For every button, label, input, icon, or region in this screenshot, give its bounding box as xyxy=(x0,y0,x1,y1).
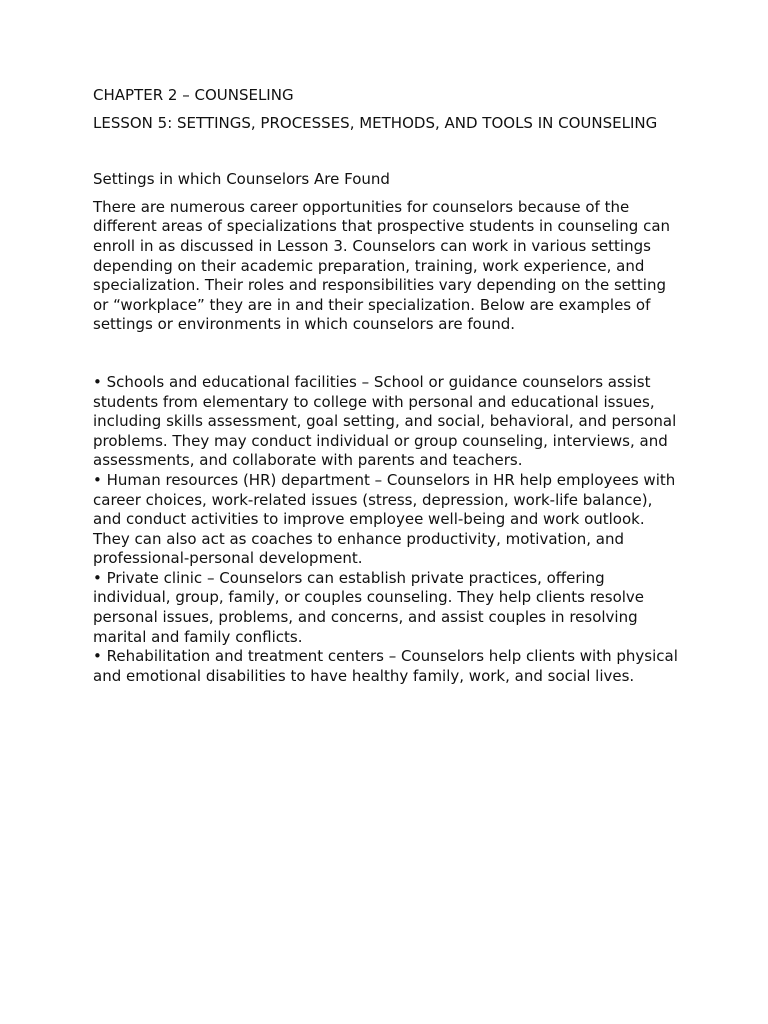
lesson-title: LESSON 5: SETTINGS, PROCESSES, METHODS, AND TOOLS IN COUNSELING xyxy=(93,113,658,132)
list-item-rehabilitation-centers: • Rehabilitation and treatment centers – Counselors help clients with physical and emotional disabilities to have healthy family, work, and social lives. xyxy=(93,647,678,685)
document-page xyxy=(93,86,685,686)
list-item-private-clinic: • Private clinic – Counselors can establish private practices, offering individual, group, family, or couples counseling. They help clients resolve personal issues, problems, and concerns, and assist couples in resolving marital and family conflicts. xyxy=(93,568,645,646)
list-item-schools: • Schools and educational facilities – School or guidance counselors assist students from elementary to college with personal and educational issues, including skills assessment, goal setting, and social, behavioral, and personal problems. They may conduct individual or group counseling, interviews, and assessments, and collaborate with parents and teachers. xyxy=(93,372,677,470)
settings-list xyxy=(93,373,685,687)
chapter-title: CHAPTER 2 – COUNSELING xyxy=(93,86,294,104)
intro-paragraph: There are numerous career opportunities for counselors because of the different areas of specializations that prospective students in counseling can enroll in as discussed in Lesson 3. Counselors can work in various settings depending on their academic preparation, training, work experience, and specialization. Their roles and responsibilities vary depending on the setting or “workplace” they are in and their specialization. Below are examples of settings or environments in which counselors are found. xyxy=(93,197,671,334)
section-heading: Settings in which Counselors Are Found xyxy=(93,170,390,189)
list-item-hr-department: • Human resources (HR) department – Counselors in HR help employees with career choices, work-related issues (stress, depression, work-life balance), and conduct activities to improve employee well-being and work outlook. They can also act as coaches to enhance productivity, motivation, and professional-personal development. xyxy=(93,470,676,568)
